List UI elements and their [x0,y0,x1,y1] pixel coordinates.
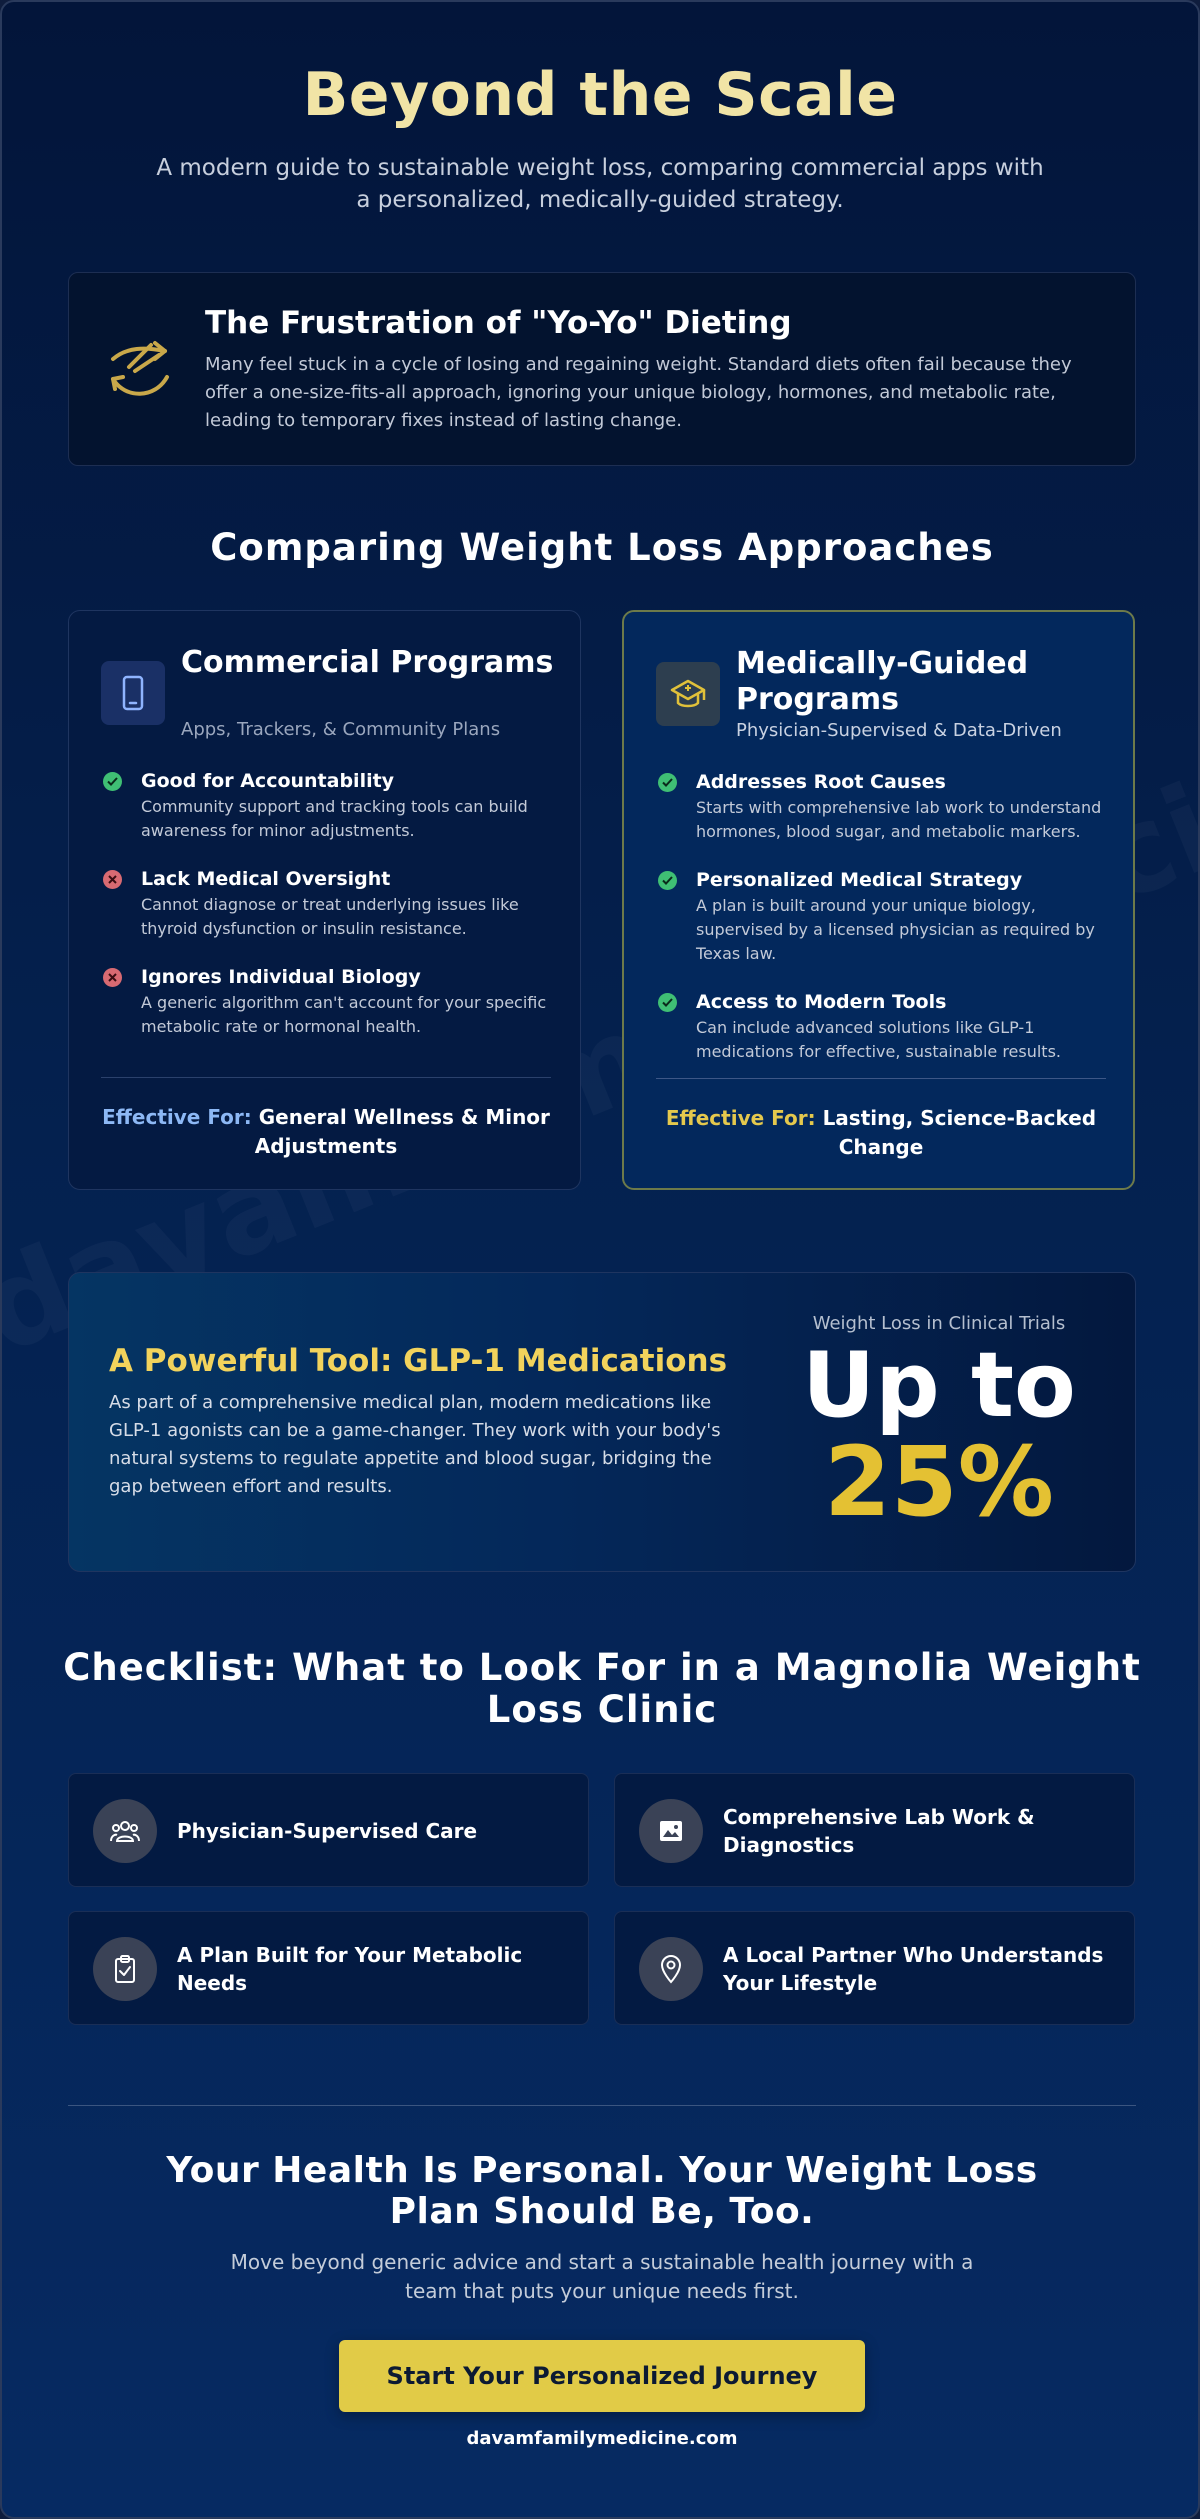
card-divider [656,1078,1106,1079]
medical-title: Medically-Guided Programs [736,646,1029,717]
card-divider [101,1077,551,1078]
check-icon [103,772,122,791]
item-title: Addresses Root Causes [696,771,946,793]
checklist-label: Comprehensive Lab Work & Diagnostics [723,1805,1035,1857]
comparison-title: Comparing Weight Loss Approaches [210,526,994,569]
medical-programs-card [622,610,1135,1190]
cta-title: Your Health Is Personal. Your Weight Loss Plan Should Be, Too. [166,2150,1038,2232]
page-subtitle: A modern guide to sustainable weight loss, comparing commercial apps with a personalized, medically-guided strategy. [156,155,1044,213]
hero-header [2,2,1198,216]
commercial-title: Commercial Programs [181,645,554,680]
phone-icon [101,661,165,725]
stat-caption: Weight Loss in Clinical Trials [812,1313,1066,1334]
checklist-label: A Plan Built for Your Metabolic Needs [177,1943,523,1995]
glp1-stat [769,1313,1109,1538]
location-pin-icon [639,1937,703,2001]
check-icon [658,993,677,1012]
medical-list [656,770,1106,1088]
medical-cap-icon [656,662,720,726]
check-icon [658,773,677,792]
checklist-label: A Local Partner Who Understands Your Lifestyle [723,1943,1104,1995]
yoyo-dieting-card [68,272,1136,466]
checklist-item [614,1773,1135,1887]
medical-effective-for [656,1104,1106,1162]
x-icon [103,870,122,889]
list-item [101,769,551,843]
checklist-item [68,1773,589,1887]
glp1-text: As part of a comprehensive medical plan, modern medications like GLP-1 agonists can be a game-changer. They work with your body's natural systems to regulate appetite and blood sugar, bridging the gap between effort and results. [109,1392,721,1497]
yoyo-cycle-icon [105,337,175,403]
glp1-card [68,1272,1136,1572]
checklist-title: Checklist: What to Look For in a Magnolia Weight Loss Clinic [63,1646,1141,1731]
list-item [656,868,1106,966]
item-desc: Can include advanced solutions like GLP-1 medications for effective, sustainable results. [696,1018,1061,1061]
effective-label: Effective For: [102,1105,252,1129]
item-desc: Starts with comprehensive lab work to understand hormones, blood sugar, and metabolic markers. [696,798,1102,841]
item-title: Ignores Individual Biology [141,966,421,988]
section-divider [68,2105,1136,2106]
commercial-subtitle: Apps, Trackers, & Community Plans [181,719,501,740]
page-title: Beyond the Scale [302,60,898,130]
commercial-effective-for [101,1103,551,1161]
item-title: Good for Accountability [141,770,395,792]
item-title: Access to Modern Tools [696,991,947,1013]
clipboard-check-icon [93,1937,157,2001]
checklist-label: Physician-Supervised Care [177,1819,478,1843]
yoyo-text: Many feel stuck in a cycle of losing and regaining weight. Standard diets often fail because they offer a one-size-fits-all approach, ignoring your unique biology, hormones, and metabolic rate, leading to temporary fixes instead of lasting change. [205,354,1072,431]
stat-prefix: Up to [802,1333,1076,1438]
commercial-list [101,769,551,1063]
glp1-title: A Powerful Tool: GLP-1 Medications [109,1343,728,1379]
list-item [101,867,551,941]
item-title: Lack Medical Oversight [141,868,391,890]
start-journey-button[interactable]: Start Your Personalized Journey [339,2340,865,2412]
item-desc: A plan is built around your unique biology, supervised by a licensed physician as required by Texas law. [696,896,1095,963]
effective-label: Effective For: [665,1106,816,1130]
commercial-programs-card [68,610,581,1190]
check-icon [658,871,677,890]
page-content [2,2,1198,2449]
effective-value: General Wellness & Minor Adjustments [254,1105,550,1158]
site-url[interactable]: davamfamilymedicine.com [466,2428,738,2449]
item-desc: Cannot diagnose or treat underlying issues like thyroid dysfunction or insulin resistance. [141,895,519,938]
lab-image-icon [639,1799,703,1863]
item-desc: A generic algorithm can't account for your specific metabolic rate or hormonal health. [141,993,547,1036]
team-icon [93,1799,157,1863]
checklist-item [614,1911,1135,2025]
yoyo-title: The Frustration of "Yo-Yo" Dieting [205,305,792,341]
effective-value: Lasting, Science-Backed Change [822,1106,1097,1159]
cta-subtitle: Move beyond generic advice and start a sustainable health journey with a team that puts your unique needs first. [230,2250,974,2303]
medical-subtitle: Physician-Supervised & Data-Driven [736,720,1062,741]
item-title: Personalized Medical Strategy [696,869,1023,891]
list-item [656,990,1106,1064]
list-item [101,965,551,1039]
stat-value: 25% [824,1426,1054,1538]
x-icon [103,968,122,987]
list-item [656,770,1106,844]
item-desc: Community support and tracking tools can build awareness for minor adjustments. [141,797,528,840]
checklist-item [68,1911,589,2025]
